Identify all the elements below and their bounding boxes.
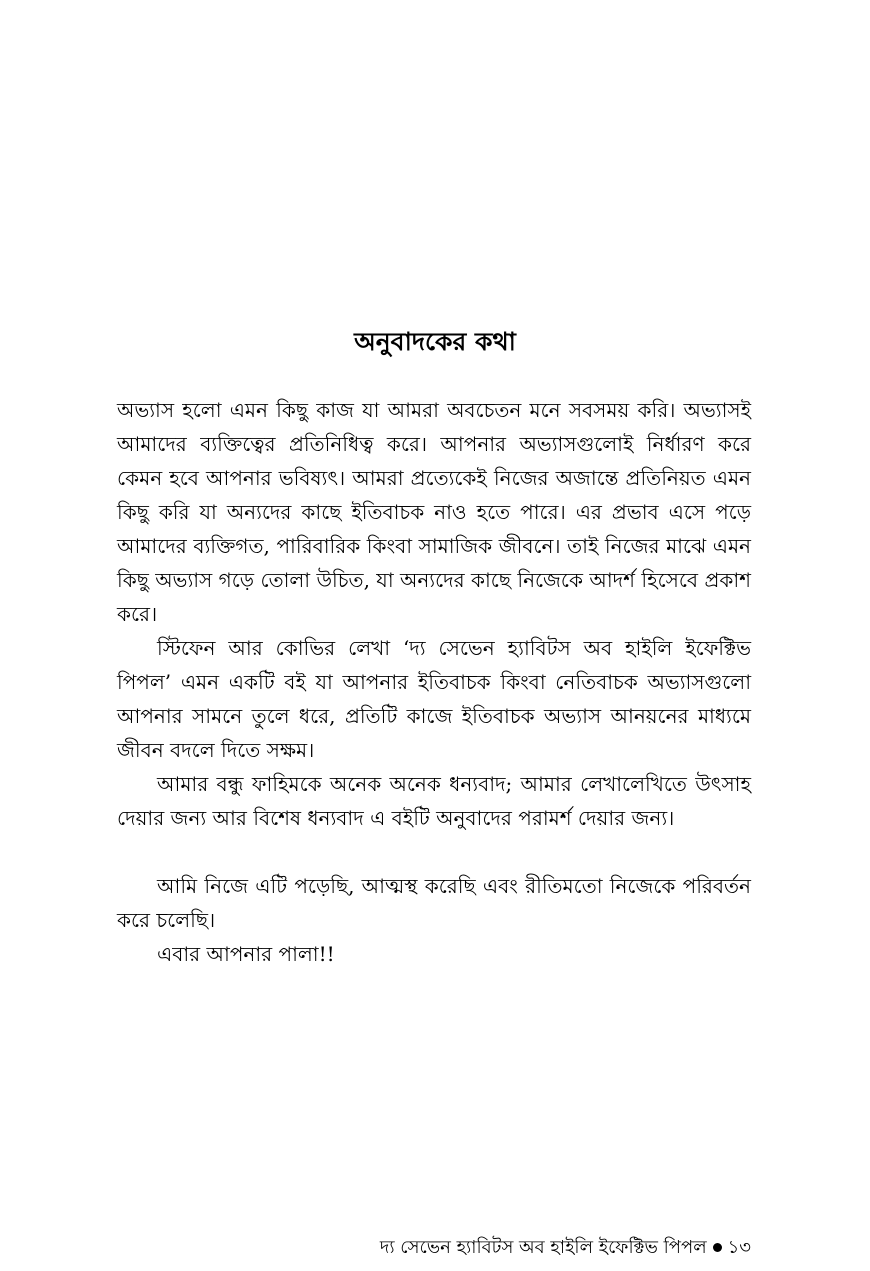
paragraph-5: এবার আপনার পালা!! — [157, 942, 335, 966]
body-text — [117, 393, 751, 971]
paragraph-2: স্টিফেন আর কোভির লেখা ‘দ্য সেভেন হ্যাবিটস অব হাইলি ইফেক্টিভ পিপল’ এমন একটি বই যা আপনার ইতিবাচক কিংবা নেতিবাচক অভ্যাসগুলো আপনার সামনে তুলে ধরে, প্রতিটি কাজে ইতিবাচক অভ্যাস আনয়নের মাধ্যমে জীবন বদলে দিতে সক্ষম। — [117, 636, 751, 762]
paragraph-4: আমি নিজে এটি পড়েছি, আত্মস্থ করেছি এবং রীতিমতো নিজেকে পরিবর্তন করে চলেছি। — [117, 874, 751, 932]
paragraph-1: অভ্যাস হলো এমন কিছু কাজ যা আমরা অবচেতন মনে সবসময় করি। অভ্যাসই আমাদের ব্যক্তিত্বের প্রতিনিধিত্ব করে। আপনার অভ্যাসগুলোই নির্ধারণ করে কেমন হবে আপনার ভবিষ্যৎ। আমরা প্রত্যেকেই নিজের অজান্তে প্রতিনিয়ত এমন কিছু করি যা অন্যদের কাছে ইতিবাচক নাও হতে পারে। এর প্রভাব এসে পড়ে আমাদের ব্যক্তিগত, পারিবারিক কিংবা সামাজিক জীবনে। তাই নিজের মাঝে এমন কিছু অভ্যাস গড়ে তোলা উচিত, যা অন্যদের কাছে নিজেকে আদর্শ হিসেবে প্রকাশ করে। — [117, 398, 751, 626]
page-footer — [380, 1234, 751, 1262]
chapter-heading: অনুবাদকের কথা — [354, 327, 516, 356]
paragraph-3: আমার বন্ধু ফাহিমকে অনেক অনেক ধন্যবাদ; আমার লেখালেখিতে উৎসাহ দেয়ার জন্য আর বিশেষ ধন্যবাদ এ বইটি অনুবাদের পরামর্শ দেয়ার জন্য। — [117, 772, 751, 830]
bullet-separator-icon — [713, 1243, 722, 1252]
page-number: ১৩ — [727, 1237, 751, 1258]
footer-book-title: দ্য সেভেন হ্যাবিটস অব হাইলি ইফেক্টিভ পিপল — [379, 1237, 707, 1258]
